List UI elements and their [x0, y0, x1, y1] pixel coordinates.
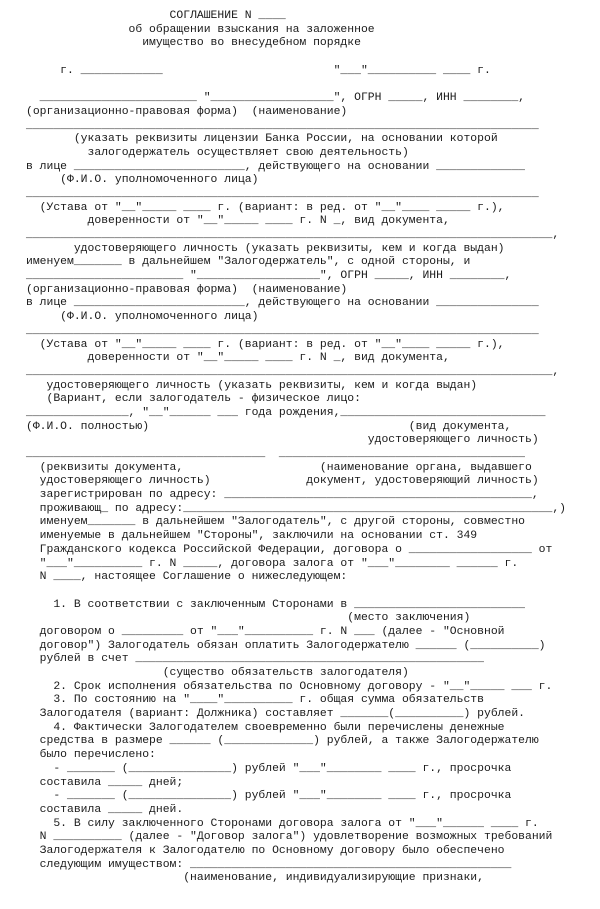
document-line: СОГЛАШЕНИЕ N ____ — [26, 10, 286, 22]
document-line: 4. Фактически Залогодателем своевременно были перечислены денежные — [26, 721, 505, 734]
document-line: проживающ_ по адресу:______________________________________________________,) — [26, 502, 567, 515]
document-line: залогодержатель осуществляет свою деятельность) — [26, 146, 409, 159]
document-line: (Устава от "__"_____ ____ г. (вариант: в ред. от "__"____ _____ г.), — [26, 201, 505, 214]
document-line: удостоверяющего личность) — [26, 434, 539, 447]
document-line: зарегистрирован по адресу: _____________________________________________, — [26, 489, 539, 502]
document-line: N __________ (далее - "Договор залога") удовлетворение возможных требований — [26, 831, 553, 844]
document-line: - _______ (_______________) рублей "___"________ ____ г., просрочка — [26, 762, 512, 775]
document-line: (организационно-правовая форма) (наименование) — [26, 283, 348, 296]
document-line: доверенности от "__"_____ ____ г. N _, вид документа, — [26, 352, 450, 365]
document-line: _______________, "__"______ ___ года рождения,______________________________ — [26, 406, 546, 419]
document-line: 5. В силу заключенного Сторонами договора залога от "___"______ ____ г. — [26, 817, 539, 830]
document-line: (место заключения) — [26, 612, 471, 625]
document-line: следующим имуществом: _______________________________________________ — [26, 858, 512, 871]
document-line: рублей в счет ___________________________________________________ — [26, 653, 484, 666]
document-line: _______________________ "__________________", ОГРН _____, ИНН ________, — [26, 92, 525, 105]
document-line: "___"__________ г. N _____, договора залога от "___"________ ______ г. — [26, 557, 519, 570]
document-line: об обращении взыскания на заложенное — [26, 23, 375, 36]
document-line: (Ф.И.О. полностью) (вид документа, — [26, 420, 512, 433]
document-line: в лице _________________________, действующего на основании _______________ — [26, 297, 539, 310]
document-line: именуемые в дальнейшем "Стороны", заключили на основании ст. 349 — [26, 530, 478, 543]
document-line — [0, 585, 600, 599]
document-line: Залогодержателя к Залогодателю по Основному договору было обеспечено — [26, 844, 505, 857]
document-line: (Ф.И.О. уполномоченного лица) — [26, 174, 259, 187]
document-line: г. ____________ "___"__________ ____ г. — [26, 64, 491, 77]
document-line: (организационно-правовая форма) (наименование) — [26, 105, 348, 118]
document-line: N ____, настоящее Соглашение о нижеследующем: — [26, 571, 348, 584]
document-line: договором о _________ от "___"__________ г. N ___ (далее - "Основной — [26, 625, 505, 638]
document-line: ___________________________________________________________________________ — [26, 187, 539, 200]
document-line: - _______ (_______________) рублей "___"________ ____ г., просрочка — [26, 790, 512, 803]
document-line: удостоверяющего личность) документ, удостоверяющий личность) — [26, 475, 539, 488]
document-line: (Устава от "__"_____ ____ г. (вариант: в ред. от "__"____ _____ г.), — [26, 338, 505, 351]
document-line: в лице _________________________, действующего на основании _____________ — [26, 160, 525, 173]
document-line: было перечислено: — [26, 749, 156, 762]
document-line: договор") Залогодатель обязан оплатить Залогодержателю ______ (__________) — [26, 639, 546, 652]
document-line: имущество во внесудебном порядке — [26, 37, 361, 50]
document-line: (существо обязательств залогодателя) — [26, 667, 409, 679]
document-line: удостоверяющего личность (указать реквизиты, кем и когда выдан) — [26, 379, 478, 392]
document-line: Залогодателя (вариант: Должника) составляет _______(__________) рублей. — [26, 708, 525, 721]
document-line: ___________________________________ ____________________________________ — [26, 448, 525, 460]
document-line — [0, 78, 600, 92]
document-line: (наименование, индивидуализирующие признаки, — [26, 872, 484, 885]
document-line: составила _____ дней; — [26, 776, 184, 789]
document-line: (Вариант, если залогодатель - физическое лицо: — [26, 393, 361, 406]
document-line: ___________________________________________________________________________ — [26, 324, 539, 337]
document-line: ___________________________________________________________________________ — [26, 119, 539, 132]
document-line: средства в размере ______ (_____________) рублей, а также Залогодержателю — [26, 735, 539, 748]
document-line: (указать реквизиты лицензии Банка России, на основании которой — [26, 133, 498, 146]
document-line: удостоверяющего личность (указать реквизиты, кем и когда выдан) — [26, 242, 505, 255]
document-line: 1. В соответствии с заключенным Сторонами в _________________________ — [26, 598, 525, 611]
document-line: 3. По состоянию на "____"__________ г. общая сумма обязательств — [26, 694, 484, 707]
document-line: _______________________ "__________________", ОГРН _____, ИНН ________, — [26, 270, 512, 283]
document-line: (реквизиты документа, (наименование органа, выдавшего — [26, 461, 532, 474]
document-line: Гражданского кодекса Российской Федерации, договора о __________________ от — [26, 543, 553, 556]
document-line: 2. Срок исполнения обязательства по Основному договору - "__"_____ ___ г. — [26, 680, 553, 693]
document-line: составила _____ дней. — [26, 803, 184, 816]
document-line — [0, 51, 600, 65]
agreement-document — [0, 10, 600, 886]
document-line: _____________________________________________________________________________, — [26, 229, 560, 241]
document-line: (Ф.И.О. уполномоченного лица) — [26, 311, 259, 324]
document-line: _____________________________________________________________________________, — [26, 365, 560, 378]
document-line: именуем_______ в дальнейшем "Залогодержатель", с одной стороны, и — [26, 256, 471, 269]
document-line: именуем_______ в дальнейшем "Залогодатель", с другой стороны, совместно — [26, 516, 525, 529]
document-line: доверенности от "__"_____ ____ г. N _, вид документа, — [26, 215, 450, 228]
